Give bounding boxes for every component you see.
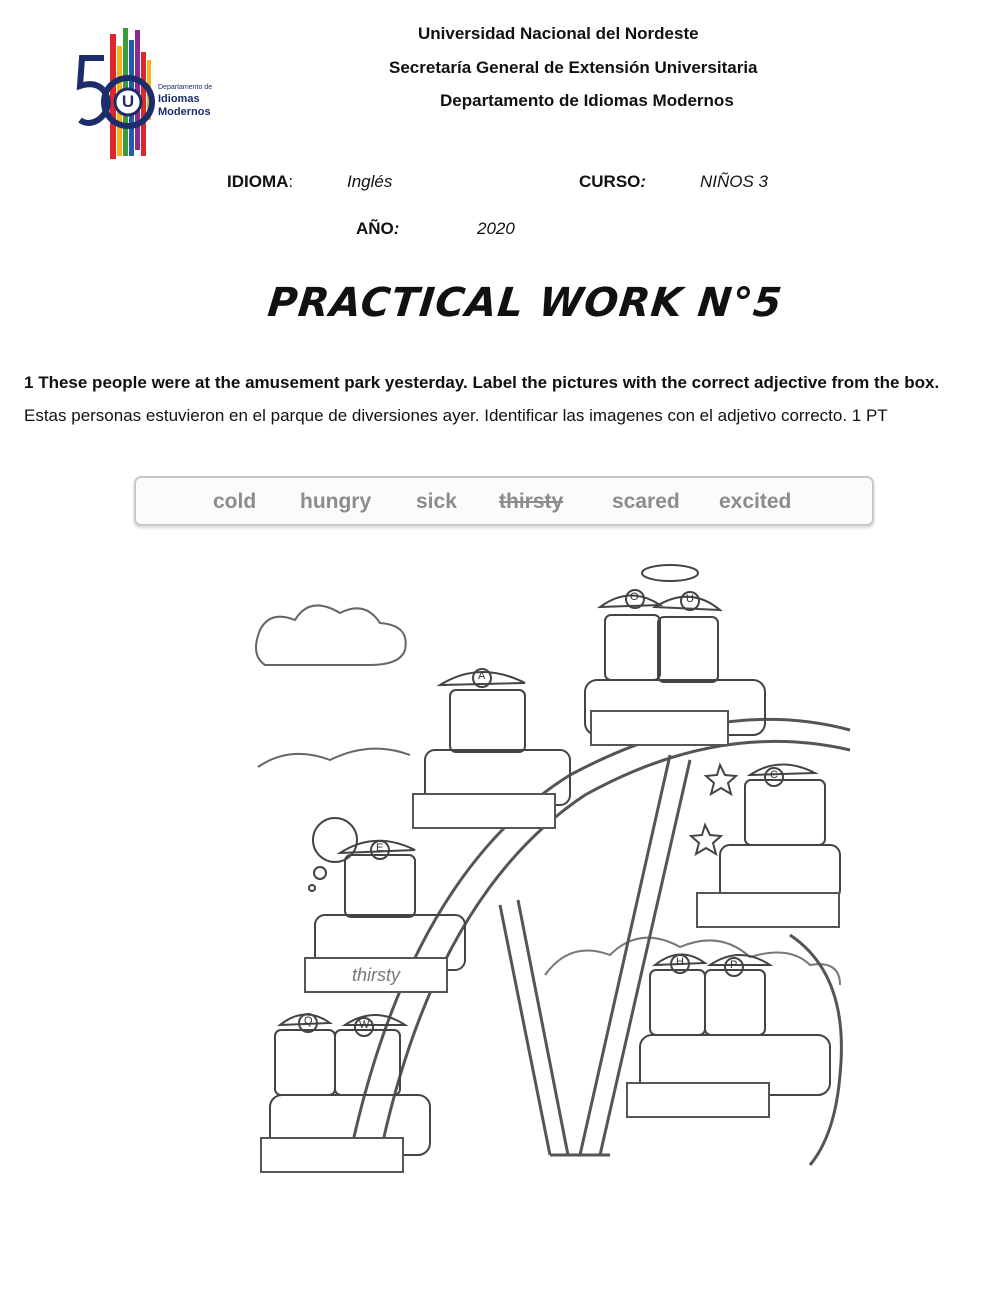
cap-letter-w: W xyxy=(359,1019,370,1031)
cap-letter-a: A xyxy=(478,670,486,682)
instruction-bold: These people were at the amusement park yesterday. Label the pictures with the correct adjective from the box. xyxy=(38,373,940,392)
answer-box-ou[interactable] xyxy=(590,710,729,746)
idioma-field xyxy=(227,172,293,192)
curso-value: NIÑOS 3 xyxy=(700,172,769,191)
word-sick: sick xyxy=(416,490,457,513)
answer-box-qw[interactable] xyxy=(260,1137,404,1173)
answer-box-c[interactable] xyxy=(696,892,840,928)
page-title: PRACTICAL WORK N°5 xyxy=(265,280,785,326)
answer-box-hp[interactable] xyxy=(626,1082,770,1118)
ferris-wheel-illustration xyxy=(250,555,860,1185)
anio-value: 2020 xyxy=(477,219,515,238)
instruction-number: 1 xyxy=(24,373,34,392)
anio-colon: : xyxy=(393,219,400,238)
cap-letter-e: E xyxy=(376,842,384,854)
curso-colon: : xyxy=(640,172,647,191)
curso-field xyxy=(579,172,646,192)
logo-graphic xyxy=(76,24,226,164)
anio-field xyxy=(356,219,399,239)
idioma-label: IDIOMA xyxy=(227,172,289,191)
idioma-colon: : xyxy=(288,172,294,191)
header-departamento: Departamento de Idiomas Modernos xyxy=(440,91,734,110)
curso-label: CURSO xyxy=(579,172,641,191)
word-scared: scared xyxy=(612,490,680,513)
logo-letter: U xyxy=(121,92,135,111)
logo-small-text: Departamento de xyxy=(158,84,213,91)
answer-example-text: thirsty xyxy=(351,964,400,985)
anio-label: AÑO xyxy=(356,219,394,238)
word-box xyxy=(134,476,874,526)
cap-letter-h: H xyxy=(676,956,684,968)
cap-letter-q: Q xyxy=(304,1015,313,1027)
instruction xyxy=(24,366,982,432)
idioma-value: Inglés xyxy=(347,172,393,191)
word-hungry: hungry xyxy=(300,490,372,513)
cap-letter-p: P xyxy=(730,959,738,971)
word-thirsty: thirsty xyxy=(499,490,564,513)
instruction-translation: Estas personas estuvieron en el parque de diversiones ayer. Identificar las imagenes con el adjetivo correcto. 1 PT xyxy=(24,406,888,425)
header-secretaria: Secretaría General de Extensión Universitaria xyxy=(389,58,758,77)
word-excited: excited xyxy=(719,490,792,513)
logo xyxy=(76,24,226,164)
answer-box-e xyxy=(304,957,448,993)
answer-box-a[interactable] xyxy=(412,793,556,829)
cap-letter-u: U xyxy=(686,593,694,605)
logo-text-line1: Idiomas xyxy=(158,93,200,105)
cap-letter-c: C xyxy=(770,769,778,781)
word-cold: cold xyxy=(213,490,257,513)
logo-text-line2: Modernos xyxy=(158,106,211,118)
cap-letter-o: O xyxy=(630,591,639,603)
header-university: Universidad Nacional del Nordeste xyxy=(418,24,699,43)
